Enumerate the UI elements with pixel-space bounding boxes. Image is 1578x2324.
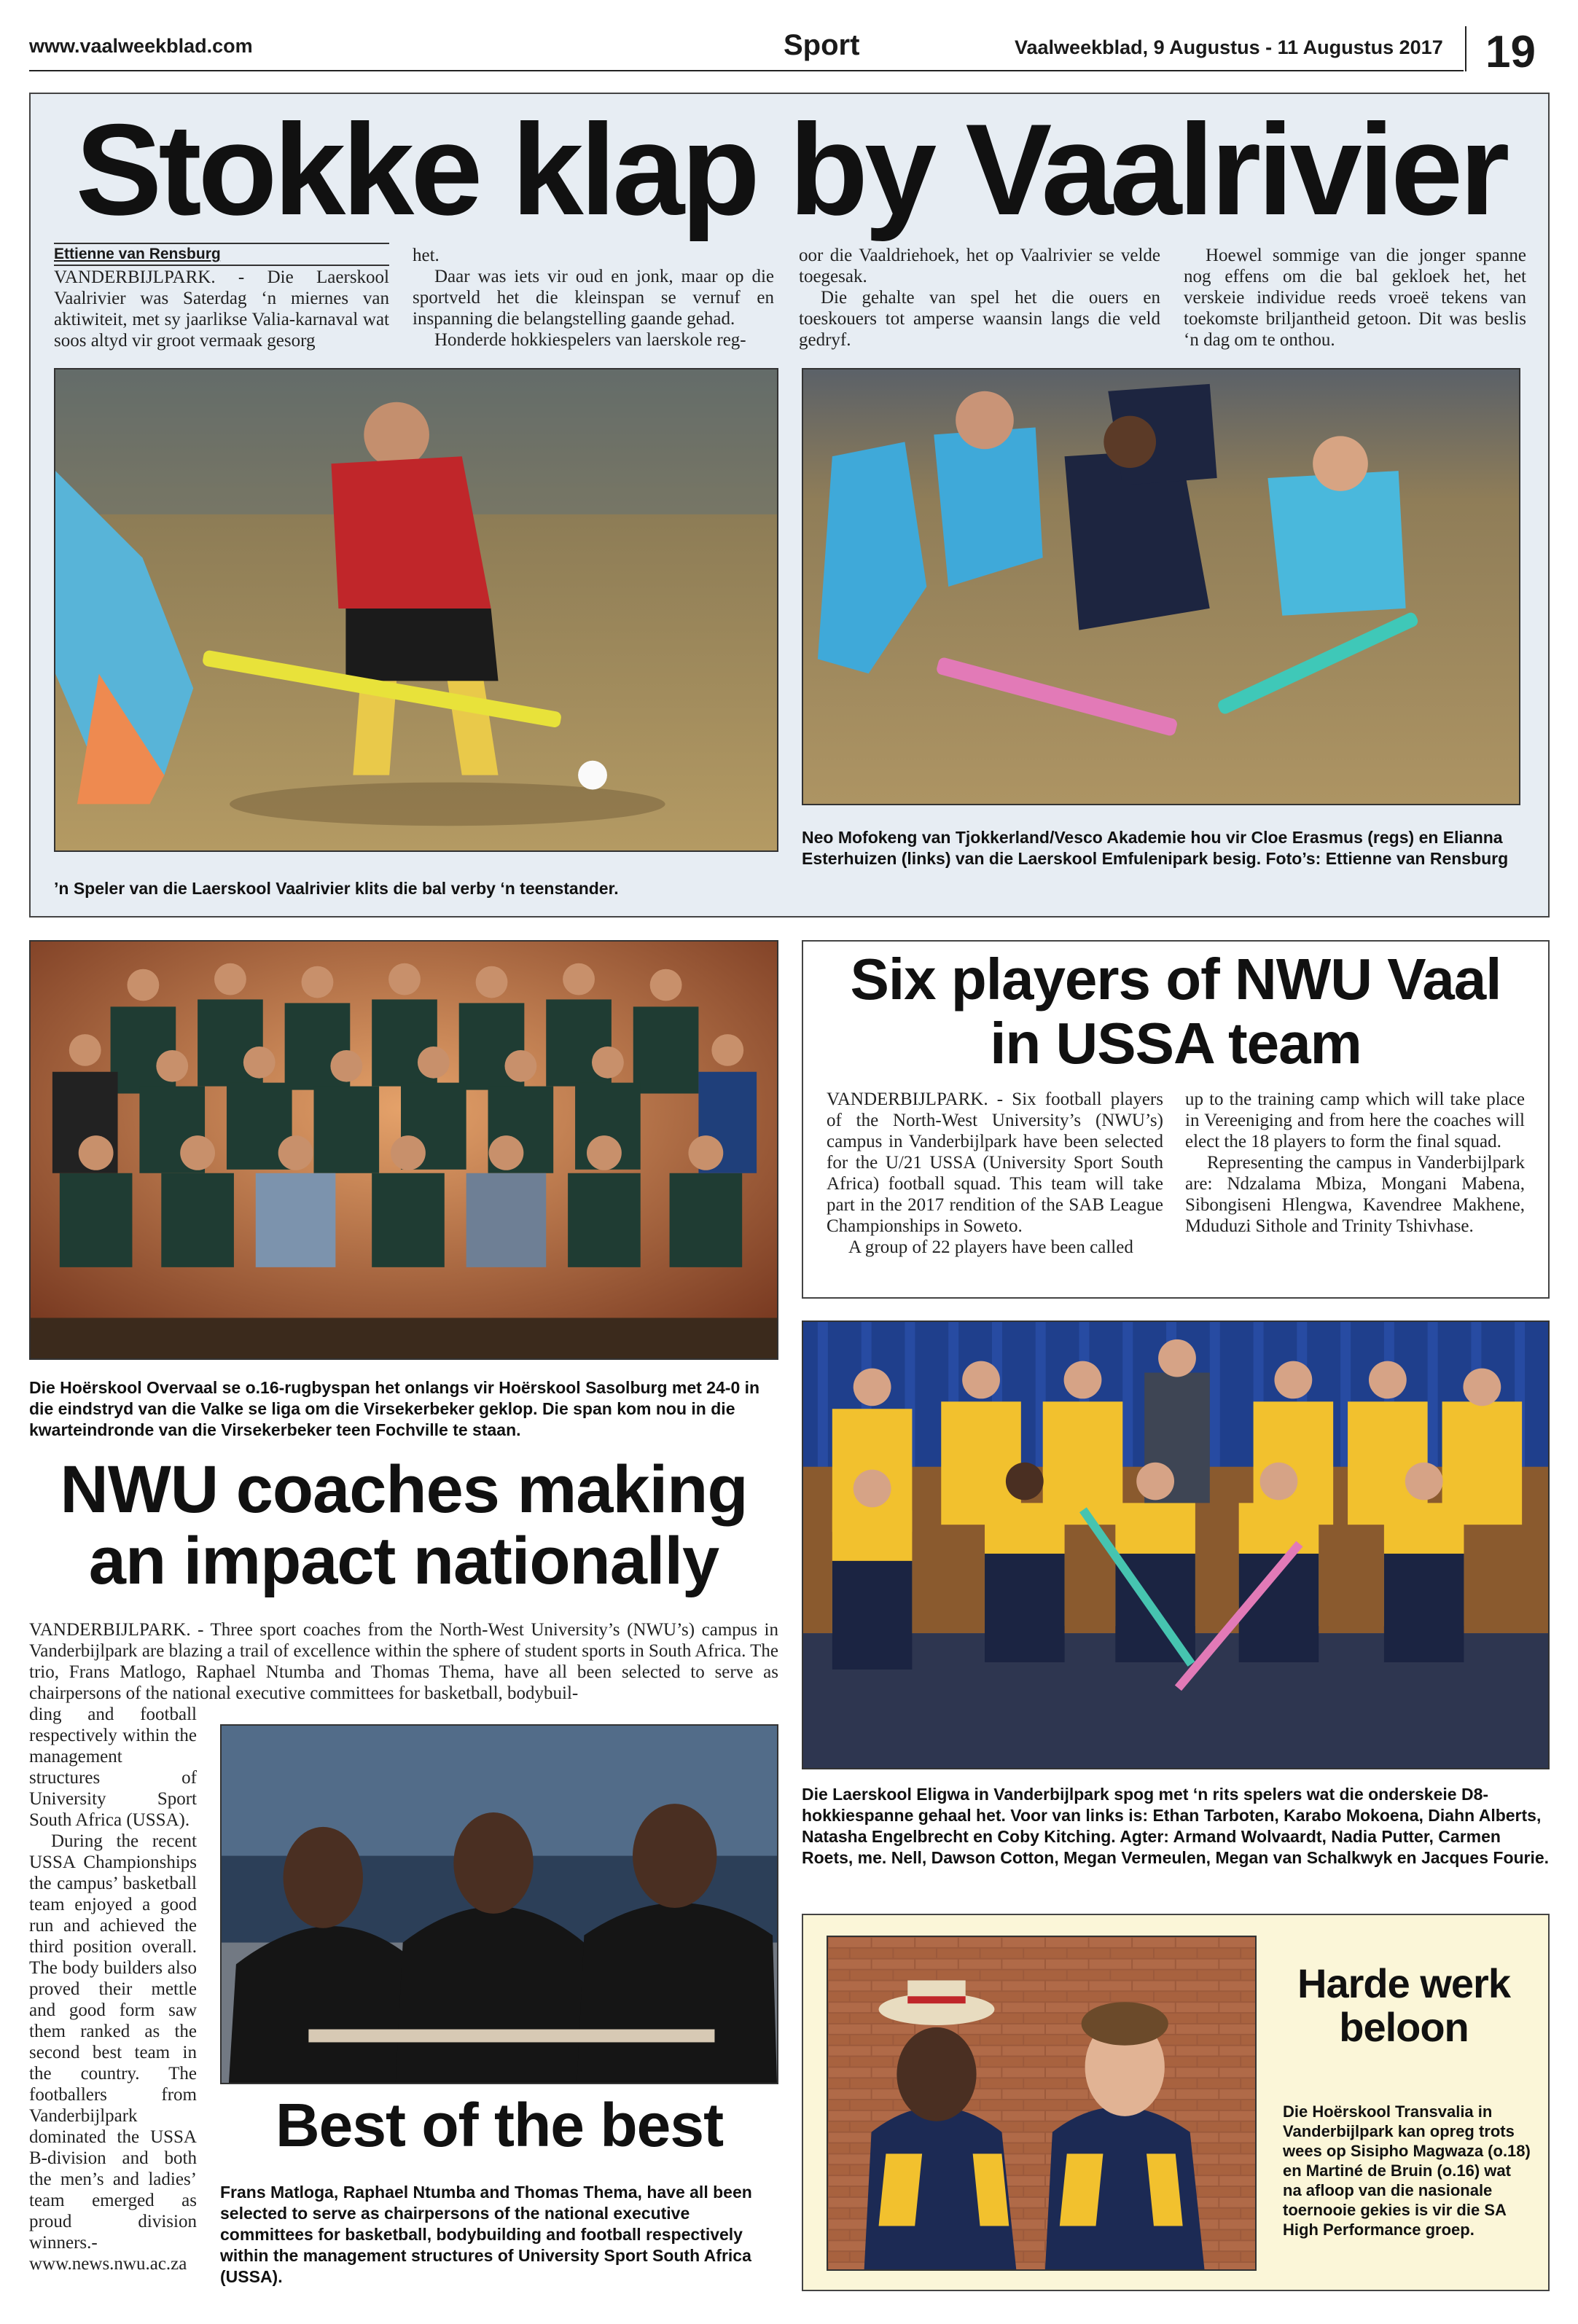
masthead-rule [29, 70, 1464, 71]
six-players-headline-2: in USSA team [990, 1011, 1362, 1076]
best-caption: Frans Matloga, Raphael Ntumba and Thomas Thema, have all been selected to serve as chairpersons of the national executive committees for basketball, bodybuilding and football respectively within the management structures of University Sport South Africa (USSA). [220, 2183, 752, 2286]
harde-werk-headline-2: beloon [1339, 2004, 1469, 2050]
hockey-photo-right [802, 368, 1520, 805]
transvalia-photo [827, 1936, 1257, 2271]
coaches-headline-1: NWU coaches making [60, 1452, 748, 1527]
coaches-narrow-col [29, 1704, 197, 2301]
rugby-caption: Die Hoërskool Overvaal se o.16-rugbyspan het onlangs vir Hoërskool Sasolburg met 24-0 in die eindstryd van die Valke se liga om die Virsekerbeker geklop. Die span kom nou in die kwarteindronde van die Virsekerbeker teen Fochville te staan. [29, 1378, 760, 1439]
hockey-col-4 [1184, 245, 1526, 356]
hockey-col-1 [54, 267, 389, 356]
page-number: 19 [1485, 27, 1536, 77]
hockey-photo-left [54, 368, 778, 852]
coaches-lead [29, 1619, 778, 1704]
coaches-narrow-p1: ding and football respectively within the management structures of University Sport South Africa (USSA). [29, 1705, 197, 1830]
six-players-headline-1: Six players of NWU Vaal [850, 947, 1501, 1012]
eligwa-caption: Die Laerskool Eligwa in Vanderbijlpark spog met ‘n rits spelers wat die onderskeie D8-hokkiespanne gehaal het. Voor van links is: Ethan Tarboten, Karabo Mokoena, Diahn Alberts, Natasha Engelbrecht en Coby Kitching. Agter: Armand Wolvaardt, Nadia Putter, Carmen Roets, me. Nell, Dawson Cotton, Megan Vermeulen, Megan van Schalkwyk en Jacques Fourie. [802, 1785, 1550, 1867]
hockey-headline: Stokke klap by Vaalrivier [75, 97, 1507, 242]
hockey-col-2-p1: het. [413, 246, 440, 265]
coaches-headline-2: an impact nationally [88, 1524, 719, 1598]
six-players-col-1-p1: VANDERBIJLPARK. - Six football players of the North-West University’s (NWU’s) campus in Vanderbijlpark have been selected for the U/21 USSA (University Sport South Africa) football squad. This team will take part in the 2017 rendition of the SAB League Championships in Soweto. [827, 1089, 1163, 1236]
six-players-col-2 [1185, 1089, 1525, 1237]
eligwa-team-photo [802, 1321, 1550, 1769]
byline: Ettienne van Rensburg [54, 243, 389, 266]
harde-werk-caption: Die Hoërskool Transvalia in Vanderbijlpark kan opreg trots wees op Sisipho Magwaza (o.18) en Martiné de Bruin (o.16) wat na afloop van die nasionale toernooie gekies is vir die SA High Performance groep. [1283, 2102, 1531, 2239]
coaches-narrow-p2: During the recent USSA Championships the campus’ basketball team enjoyed a good run and achieved the third position overall. The body builders also proved their mettle and good form saw them ranked as the second best team in the country. The footballers from Vanderbijlpark dominated the USSA B-division and both the men’s and ladies’ team emerged as proud division winners.-www.news.nwu.ac.za [29, 1831, 197, 2274]
masthead-website[interactable]: www.vaalweekblad.com [29, 35, 253, 57]
hockey-col-2-p2: Daar was iets vir oud en jonk, maar op die sportveld het die kleinspan se vernuf en inspanning die belangstelling gaande gehad. [413, 267, 774, 329]
hockey-col-1-text: VANDERBIJLPARK. - Die Laerskool Vaalrivier was Saterdag ‘n miernes van aktiwiteit, met sy jaarlikse Valia-karnaval wat soos altyd vir groot vermaak gesorg [54, 267, 389, 351]
six-players-col-1 [827, 1089, 1163, 1258]
six-players-col-2-p1: up to the training camp which will take place in Vereeniging and from here the coaches will elect the 18 players to form the final squad. [1185, 1089, 1525, 1151]
six-players-col-2-p2: Representing the campus in Vanderbijlpark are: Ndzalama Mbiza, Mongani Mabena, Sibongiseni Hlengwa, Kavendree Makhene, Mduduzi Sithole and Trinity Tshivhase. [1185, 1153, 1525, 1236]
coaches-photo [220, 1724, 778, 2084]
best-headline: Best of the best [275, 2091, 724, 2159]
hockey-col-3 [799, 245, 1160, 356]
masthead-section: Sport [784, 29, 860, 61]
hockey-caption-left: ’n Speler van die Laerskool Vaalrivier klits die bal verby ‘n teenstander. [54, 879, 619, 898]
harde-werk-headline-1: Harde werk [1297, 1960, 1510, 2006]
rugby-team-photo [29, 940, 778, 1360]
masthead-divider [1465, 26, 1466, 71]
hockey-col-2 [413, 245, 774, 356]
hockey-col-3-p1: oor die Vaaldriehoek, het op Vaalrivier se velde toegesak. [799, 246, 1160, 286]
hockey-col-3-p2: Die gehalte van spel het die ouers en toeskouers tot amperse waansin langs die veld gedryf. [799, 288, 1160, 350]
hockey-caption-right: Neo Mofokeng van Tjokkerland/Vesco Akademie hou vir Cloe Erasmus (regs) en Elianna Esterhuizen (links) van die Laerskool Emfulenipark besig. Foto’s: Ettienne van Rensburg [802, 828, 1509, 868]
hockey-col-4-text: Hoewel sommige van die jonger spanne nog effens om die bal gekloek het, het verskeie individue reeds vroeë tekens van toekomste briljantheid getoon. Dit was beslis ‘n dag om te onthou. [1184, 246, 1526, 350]
six-players-col-1-p2: A group of 22 players have been called [848, 1237, 1133, 1257]
masthead-edition: Vaalweekblad, 9 Augustus - 11 Augustus 2017 [1015, 36, 1443, 58]
hockey-col-2-p3: Honderde hokkiespelers van laerskole reg- [434, 330, 746, 350]
coaches-lead-text: VANDERBIJLPARK. - Three sport coaches from the North-West University’s (NWU’s) campus in Vanderbijlpark are blazing a trail of excellence within the sphere of student sports in South Africa. The trio, Frans Matlogo, Raphael Ntumba and Thomas Thema, have all been selected to serve as chairpersons of the national executive committees for basketball, bodybuil- [29, 1620, 778, 1703]
